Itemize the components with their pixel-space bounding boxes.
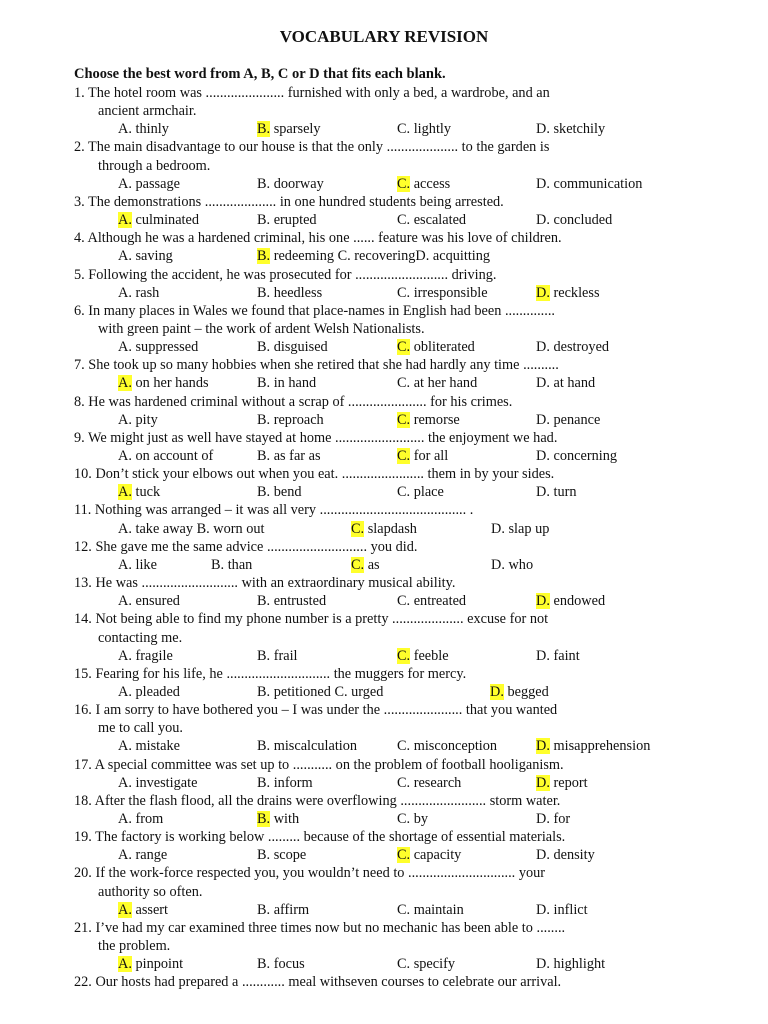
answer-option[interactable] bbox=[397, 647, 449, 665]
option-text: highlight bbox=[549, 956, 606, 973]
option-text: on account of bbox=[131, 448, 214, 464]
question-text-continued: contacting me. bbox=[98, 629, 183, 646]
question-text: 18. After the flash flood, all the drains were overflowing ........................ storm water. bbox=[74, 792, 561, 809]
highlighted-answer-letter: C. bbox=[351, 556, 365, 573]
answer-option[interactable] bbox=[536, 901, 588, 919]
highlighted-answer-letter: C. bbox=[397, 847, 411, 864]
option-letter: D. bbox=[536, 375, 550, 392]
option-text: report bbox=[549, 774, 588, 791]
highlighted-answer-letter: D. bbox=[536, 774, 550, 791]
answer-option[interactable] bbox=[536, 774, 588, 792]
answer-option[interactable] bbox=[118, 247, 173, 265]
answer-option[interactable] bbox=[118, 647, 173, 665]
option-text: by bbox=[410, 811, 428, 827]
question-text-continued: me to call you. bbox=[98, 720, 183, 737]
answer-option[interactable] bbox=[397, 483, 444, 501]
option-text: take away B. worn out bbox=[131, 520, 265, 537]
option-text: concluded bbox=[549, 212, 613, 229]
answer-option[interactable] bbox=[536, 284, 600, 302]
question-text: 17. A special committee was set up to ........... on the problem of football hooliganism. bbox=[74, 756, 564, 773]
answer-option[interactable] bbox=[118, 810, 163, 828]
option-text: as bbox=[364, 556, 380, 573]
answer-option[interactable] bbox=[118, 483, 160, 501]
option-text: faint bbox=[549, 647, 580, 664]
option-letter: A. bbox=[118, 847, 132, 864]
question-text: 13. He was ........................... with an extraordinary musical ability. bbox=[74, 575, 456, 592]
highlighted-answer-letter: C. bbox=[397, 647, 411, 664]
answer-option[interactable] bbox=[118, 556, 157, 574]
option-letter: A. bbox=[118, 556, 132, 573]
question-text-continued: through a bedroom. bbox=[98, 157, 211, 174]
option-text: inflict bbox=[549, 901, 588, 918]
option-text: rash bbox=[131, 284, 160, 301]
question-text: 16. I am sorry to have bothered you – I was under the ...................... that you wanted bbox=[74, 702, 558, 719]
option-text: sparsely bbox=[270, 121, 321, 138]
answer-option[interactable] bbox=[397, 592, 466, 610]
answer-option[interactable] bbox=[257, 120, 321, 138]
highlighted-answer-letter: A. bbox=[118, 375, 132, 392]
option-letter: B. bbox=[211, 556, 225, 573]
option-text: specify bbox=[410, 956, 455, 973]
option-letter: C. bbox=[397, 738, 411, 755]
highlighted-answer-letter: C. bbox=[397, 339, 411, 356]
option-letter: B. bbox=[257, 901, 271, 918]
answer-option[interactable] bbox=[118, 774, 197, 792]
highlighted-answer-letter: C. bbox=[397, 448, 411, 464]
answer-option[interactable] bbox=[536, 338, 609, 356]
answer-option[interactable] bbox=[257, 774, 313, 792]
option-text: penance bbox=[549, 411, 601, 428]
answer-option[interactable] bbox=[397, 810, 428, 828]
option-text: escalated bbox=[410, 212, 467, 229]
answer-option[interactable] bbox=[536, 592, 605, 610]
option-text: for all bbox=[410, 448, 449, 464]
answer-option[interactable] bbox=[257, 211, 317, 229]
option-text: capacity bbox=[410, 847, 462, 864]
highlighted-answer-letter: A. bbox=[118, 901, 132, 918]
option-text: ensured bbox=[131, 593, 180, 610]
option-text: communication bbox=[549, 175, 643, 192]
answer-option[interactable] bbox=[536, 211, 612, 229]
option-text: begged bbox=[503, 683, 549, 700]
option-letter: D. bbox=[536, 647, 550, 664]
option-text: slapdash bbox=[364, 520, 417, 537]
option-letter: A. bbox=[118, 448, 132, 464]
answer-option[interactable] bbox=[118, 520, 265, 538]
option-letter: B. bbox=[257, 448, 271, 464]
option-letter: D. bbox=[536, 121, 550, 138]
answer-option[interactable] bbox=[536, 737, 650, 755]
question-text-continued: authority so often. bbox=[98, 883, 203, 900]
highlighted-answer-letter: A. bbox=[118, 956, 132, 973]
option-text: remorse bbox=[410, 411, 460, 428]
option-letter: B. bbox=[257, 484, 271, 501]
option-letter: D. bbox=[536, 175, 550, 192]
highlighted-answer-letter: B. bbox=[257, 248, 271, 265]
option-text: pity bbox=[131, 411, 158, 428]
option-text: tuck bbox=[131, 484, 161, 501]
answer-option[interactable] bbox=[397, 284, 488, 302]
question-text: 20. If the work-force respected you, you wouldn’t need to .............................. your bbox=[74, 865, 546, 882]
option-text: pleaded bbox=[131, 683, 180, 700]
answer-option[interactable] bbox=[491, 556, 533, 574]
option-text: investigate bbox=[131, 774, 198, 791]
option-letter: B. bbox=[257, 956, 271, 973]
option-letter: C. bbox=[397, 901, 411, 918]
answer-option[interactable] bbox=[536, 411, 600, 429]
answer-option[interactable] bbox=[397, 737, 497, 755]
answer-option[interactable] bbox=[257, 683, 383, 701]
option-text: reproach bbox=[270, 411, 324, 428]
option-text: focus bbox=[270, 956, 305, 973]
option-letter: D. bbox=[491, 556, 505, 573]
answer-option[interactable] bbox=[257, 247, 490, 265]
option-text: redeeming C. recoveringD. acquitting bbox=[270, 248, 491, 265]
answer-option[interactable] bbox=[118, 955, 183, 973]
option-text: mistake bbox=[131, 738, 180, 755]
option-letter: C. bbox=[397, 956, 411, 973]
option-text: petitioned C. urged bbox=[270, 683, 384, 700]
question-text: 7. She took up so many hobbies when she retired that she had hardly any time .......... bbox=[74, 357, 559, 374]
highlighted-answer-letter: A. bbox=[118, 484, 132, 501]
question-text: 6. In many places in Wales we found that place-names in English had been .............. bbox=[74, 302, 555, 319]
option-letter: B. bbox=[257, 284, 271, 301]
option-letter: A. bbox=[118, 520, 132, 537]
option-text: maintain bbox=[410, 901, 464, 918]
option-letter: A. bbox=[118, 738, 132, 755]
answer-option[interactable] bbox=[397, 846, 461, 864]
option-letter: A. bbox=[118, 774, 132, 791]
question-text: 21. I’ve had my car examined three times now but no mechanic has been able to ........ bbox=[74, 919, 566, 936]
question-text-continued: the problem. bbox=[98, 938, 171, 955]
answer-option[interactable] bbox=[118, 284, 159, 302]
answer-option[interactable] bbox=[118, 374, 209, 392]
option-letter: A. bbox=[118, 683, 132, 700]
option-letter: C. bbox=[397, 484, 411, 501]
option-text: in hand bbox=[270, 375, 317, 392]
instruction: Choose the best word from A, B, C or D that fits each blank. bbox=[74, 66, 446, 82]
answer-option[interactable] bbox=[397, 175, 450, 193]
answer-option[interactable] bbox=[490, 683, 549, 701]
answer-option[interactable] bbox=[118, 592, 180, 610]
answer-option[interactable] bbox=[257, 338, 328, 356]
option-text: disguised bbox=[270, 339, 328, 356]
option-letter: D. bbox=[536, 212, 550, 229]
answer-option[interactable] bbox=[257, 810, 299, 828]
option-text: suppressed bbox=[131, 339, 199, 356]
option-text: research bbox=[410, 774, 462, 791]
answer-option[interactable] bbox=[536, 483, 577, 501]
option-letter: B. bbox=[257, 339, 271, 356]
answer-option[interactable] bbox=[118, 447, 213, 465]
option-text: culminated bbox=[131, 212, 199, 229]
option-letter: A. bbox=[118, 811, 132, 827]
option-letter: D. bbox=[536, 484, 550, 501]
question-text: 10. Don’t stick your elbows out when you eat. ....................... them in by your sides. bbox=[74, 466, 555, 483]
option-text: irresponsible bbox=[410, 284, 488, 301]
question-text: 3. The demonstrations .................... in one hundred students being arrested. bbox=[74, 193, 504, 210]
answer-option[interactable] bbox=[397, 120, 451, 138]
option-letter: B. bbox=[257, 593, 271, 610]
option-letter: B. bbox=[257, 738, 271, 755]
option-text: lightly bbox=[410, 121, 452, 138]
option-text: on her hands bbox=[131, 375, 209, 392]
answer-option[interactable] bbox=[397, 411, 460, 429]
option-letter: C. bbox=[397, 284, 411, 301]
answer-option[interactable] bbox=[257, 737, 357, 755]
answer-option[interactable] bbox=[397, 447, 448, 465]
question-text-continued: with green paint – the work of ardent Welsh Nationalists. bbox=[98, 320, 425, 337]
answer-option[interactable] bbox=[118, 737, 180, 755]
option-text: misconception bbox=[410, 738, 498, 755]
answer-option[interactable] bbox=[118, 901, 168, 919]
answer-option[interactable] bbox=[536, 175, 642, 193]
answer-option[interactable] bbox=[536, 846, 595, 864]
answer-option[interactable] bbox=[257, 483, 302, 501]
option-letter: A. bbox=[118, 411, 132, 428]
option-text: fragile bbox=[131, 647, 173, 664]
answer-option[interactable] bbox=[257, 447, 321, 465]
option-letter: A. bbox=[118, 121, 132, 138]
option-letter: A. bbox=[118, 593, 132, 610]
option-letter: D. bbox=[536, 901, 550, 918]
answer-option[interactable] bbox=[257, 411, 324, 429]
option-text: passage bbox=[131, 175, 180, 192]
option-text: erupted bbox=[270, 212, 317, 229]
option-letter: B. bbox=[257, 683, 271, 700]
option-text: who bbox=[504, 556, 534, 573]
option-text: like bbox=[131, 556, 157, 573]
option-letter: C. bbox=[397, 774, 411, 791]
option-text: as far as bbox=[270, 448, 321, 464]
question-text: 9. We might just as well have stayed at home ......................... the enjoyment we had. bbox=[74, 429, 558, 446]
option-text: bend bbox=[270, 484, 302, 501]
answer-option[interactable] bbox=[351, 520, 417, 538]
option-letter: A. bbox=[118, 339, 132, 356]
answer-option[interactable] bbox=[118, 338, 198, 356]
option-text: slap up bbox=[504, 520, 550, 537]
answer-option[interactable] bbox=[257, 647, 298, 665]
option-letter: B. bbox=[257, 847, 271, 864]
option-text: concerning bbox=[549, 448, 617, 464]
answer-option[interactable] bbox=[397, 901, 464, 919]
option-letter: D. bbox=[536, 448, 550, 464]
option-text: doorway bbox=[270, 175, 324, 192]
question-text: 1. The hotel room was ...................... furnished with only a bed, a wardrobe, and an bbox=[74, 85, 550, 101]
option-text: density bbox=[549, 847, 595, 864]
question-text: 11. Nothing was arranged – it was all very ......................................... . bbox=[74, 502, 474, 519]
option-text: access bbox=[410, 175, 451, 192]
option-text: entrusted bbox=[270, 593, 327, 610]
option-text: at her hand bbox=[410, 375, 478, 392]
option-text: heedless bbox=[270, 284, 323, 301]
option-text: assert bbox=[131, 901, 169, 918]
option-letter: A. bbox=[118, 647, 132, 664]
answer-option[interactable] bbox=[397, 211, 466, 229]
question-text: 5. Following the accident, he was prosecuted for .......................... driving. bbox=[74, 266, 497, 283]
option-text: miscalculation bbox=[270, 738, 358, 755]
option-text: endowed bbox=[549, 593, 606, 610]
option-letter: D. bbox=[536, 339, 550, 356]
option-text: saving bbox=[131, 248, 173, 265]
option-letter: D. bbox=[491, 520, 505, 537]
option-text: pinpoint bbox=[131, 956, 184, 973]
answer-option[interactable] bbox=[536, 120, 605, 138]
option-text: place bbox=[410, 484, 444, 501]
question-text: 8. He was hardened criminal without a scrap of ...................... for his crimes. bbox=[74, 393, 513, 410]
highlighted-answer-letter: C. bbox=[351, 520, 365, 537]
option-text: for bbox=[549, 811, 571, 827]
answer-option[interactable] bbox=[118, 683, 180, 701]
option-text: feeble bbox=[410, 647, 449, 664]
page-title: VOCABULARY REVISION bbox=[279, 27, 489, 46]
answer-option[interactable] bbox=[536, 374, 595, 392]
answer-option[interactable] bbox=[491, 520, 549, 538]
option-text: inform bbox=[270, 774, 313, 791]
question-text-continued: ancient armchair. bbox=[98, 103, 197, 120]
option-letter: B. bbox=[257, 175, 271, 192]
answer-option[interactable] bbox=[118, 175, 180, 193]
answer-option[interactable] bbox=[257, 955, 305, 973]
question-text: 22. Our hosts had prepared a ............ meal withseven courses to celebrate our arrival. bbox=[74, 974, 562, 991]
option-letter: B. bbox=[257, 411, 271, 428]
option-text: at hand bbox=[549, 375, 596, 392]
option-text: scope bbox=[270, 847, 307, 864]
option-text: with bbox=[270, 811, 300, 827]
highlighted-answer-letter: B. bbox=[257, 811, 271, 827]
option-text: misapprehension bbox=[549, 738, 651, 755]
option-letter: B. bbox=[257, 375, 271, 392]
answer-option[interactable] bbox=[536, 955, 605, 973]
option-letter: C. bbox=[397, 121, 411, 138]
answer-option[interactable] bbox=[397, 338, 475, 356]
option-letter: D. bbox=[536, 811, 550, 827]
question-text: 14. Not being able to find my phone number is a pretty .................... excuse for not bbox=[74, 611, 549, 628]
highlighted-answer-letter: C. bbox=[397, 411, 411, 428]
answer-option[interactable] bbox=[118, 211, 199, 229]
option-letter: D. bbox=[536, 956, 550, 973]
option-letter: B. bbox=[257, 774, 271, 791]
answer-option[interactable] bbox=[118, 120, 169, 138]
option-text: destroyed bbox=[549, 339, 610, 356]
option-letter: A. bbox=[118, 248, 132, 265]
question-text: 15. Fearing for his life, he ............................. the muggers for mercy. bbox=[74, 665, 467, 682]
answer-option[interactable] bbox=[257, 901, 309, 919]
highlighted-answer-letter: D. bbox=[536, 593, 550, 610]
option-text: range bbox=[131, 847, 168, 864]
answer-option[interactable] bbox=[257, 175, 324, 193]
option-text: frail bbox=[270, 647, 298, 664]
option-text: from bbox=[131, 811, 164, 827]
answer-option[interactable] bbox=[118, 846, 167, 864]
answer-option[interactable] bbox=[536, 647, 580, 665]
option-letter: C. bbox=[397, 375, 411, 392]
answer-option[interactable] bbox=[257, 592, 326, 610]
option-text: entreated bbox=[410, 593, 467, 610]
answer-option[interactable] bbox=[397, 955, 455, 973]
answer-option[interactable] bbox=[211, 556, 252, 574]
option-text: sketchily bbox=[549, 121, 606, 138]
answer-option[interactable] bbox=[351, 556, 380, 574]
option-letter: A. bbox=[118, 175, 132, 192]
question-text: 19. The factory is working below ......... because of the shortage of essential materials. bbox=[74, 829, 566, 846]
answer-option[interactable] bbox=[257, 374, 316, 392]
option-letter: C. bbox=[397, 212, 411, 229]
highlighted-answer-letter: A. bbox=[118, 212, 132, 229]
option-text: turn bbox=[549, 484, 577, 501]
option-text: reckless bbox=[549, 284, 600, 301]
answer-option[interactable] bbox=[257, 846, 306, 864]
answer-option[interactable] bbox=[536, 447, 617, 465]
option-text: than bbox=[224, 556, 253, 573]
highlighted-answer-letter: D. bbox=[490, 683, 504, 700]
option-text: affirm bbox=[270, 901, 310, 918]
option-text: thinly bbox=[131, 121, 169, 138]
question-text: 12. She gave me the same advice ............................ you did. bbox=[74, 538, 418, 555]
highlighted-answer-letter: C. bbox=[397, 175, 411, 192]
option-letter: D. bbox=[536, 411, 550, 428]
answer-option[interactable] bbox=[257, 284, 322, 302]
option-letter: B. bbox=[257, 212, 271, 229]
option-letter: C. bbox=[397, 811, 411, 827]
answer-option[interactable] bbox=[118, 411, 158, 429]
option-letter: B. bbox=[257, 647, 271, 664]
answer-option[interactable] bbox=[397, 774, 461, 792]
option-letter: C. bbox=[397, 593, 411, 610]
option-letter: D. bbox=[536, 847, 550, 864]
question-text: 2. The main disadvantage to our house is that the only .................... to the garden is bbox=[74, 139, 550, 156]
answer-option[interactable] bbox=[397, 374, 477, 392]
answer-option[interactable] bbox=[536, 810, 570, 828]
highlighted-answer-letter: D. bbox=[536, 284, 550, 301]
question-text: 4. Although he was a hardened criminal, his one ...... feature was his love of children. bbox=[74, 230, 562, 247]
option-text: obliterated bbox=[410, 339, 475, 356]
highlighted-answer-letter: D. bbox=[536, 738, 550, 755]
highlighted-answer-letter: B. bbox=[257, 121, 271, 138]
option-letter: A. bbox=[118, 284, 132, 301]
